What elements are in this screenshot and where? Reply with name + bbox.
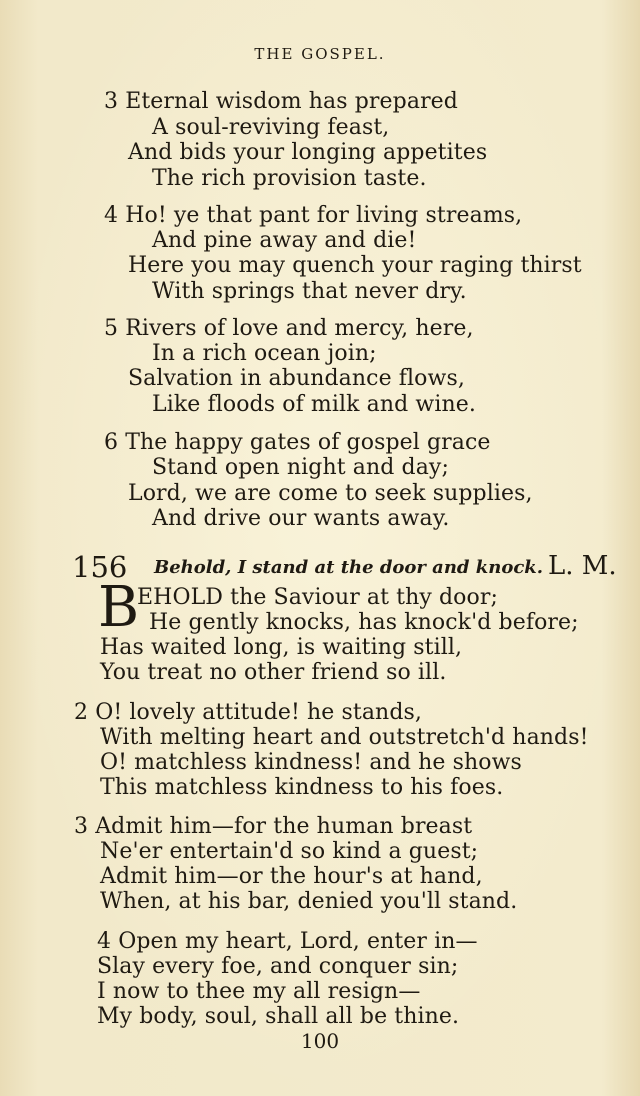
hymn-stanza-2-line-1: 2 O! lovely attitude! he stands,: [74, 700, 422, 725]
hymn-stanza-4-line-3: I now to thee my all resign—: [97, 979, 421, 1004]
hymn-stanza-3-line-4: When, at his bar, denied you'll stand.: [100, 889, 518, 914]
stanza-6-line-2: Stand open night and day;: [152, 455, 449, 480]
stanza-5-line-2: In a rich ocean join;: [152, 341, 377, 366]
hymn-stanza-3-line-2: Ne'er entertain'd so kind a guest;: [100, 839, 479, 864]
hymn-stanza-1-line-4: You treat no other friend so ill.: [100, 660, 447, 685]
hymn-stanza-2-line-4: This matchless kindness to his foes.: [100, 775, 504, 800]
stanza-6-line-4: And drive our wants away.: [152, 506, 450, 531]
hymn-number: 156: [72, 550, 128, 584]
hymn-stanza-4-line-2: Slay every foe, and conquer sin;: [97, 954, 459, 979]
running-head: THE GOSPEL.: [254, 45, 386, 63]
stanza-4-line-4: With springs that never dry.: [152, 279, 467, 304]
stanza-4-line-1: 4 Ho! ye that pant for living streams,: [104, 203, 523, 228]
hymn-stanza-1-line-3: Has waited long, is waiting still,: [100, 635, 463, 660]
hymn-stanza-3-line-3: Admit him—or the hour's at hand,: [100, 864, 483, 889]
hymn-stanza-4-line-1: 4 Open my heart, Lord, enter in—: [97, 929, 478, 954]
stanza-4-line-3: Here you may quench your raging thirst: [128, 253, 582, 278]
stanza-3-line-2: A soul-reviving feast,: [152, 115, 390, 140]
stanza-4-line-2: And pine away and die!: [152, 228, 417, 253]
hymn-stanza-1-line-2: He gently knocks, has knock'd before;: [149, 610, 579, 635]
stanza-6-line-1: 6 The happy gates of gospel grace: [104, 430, 491, 455]
hymn-stanza-1-line-1: EHOLD the Saviour at thy door;: [137, 585, 499, 610]
stanza-5-line-3: Salvation in abundance flows,: [128, 366, 465, 391]
hymn-first-line: Behold, I stand at the door and knock.: [154, 557, 544, 578]
stanza-3-line-1: 3 Eternal wisdom has prepared: [104, 89, 458, 114]
drop-cap: B: [98, 575, 140, 640]
hymn-stanza-4-line-4: My body, soul, shall all be thine.: [97, 1004, 460, 1029]
hymn-stanza-3-line-1: 3 Admit him—for the human breast: [74, 814, 473, 839]
stanza-3-line-3: And bids your longing appetites: [128, 140, 488, 165]
stanza-5-line-1: 5 Rivers of love and mercy, here,: [104, 316, 474, 341]
stanza-5-line-4: Like floods of milk and wine.: [152, 392, 476, 417]
stanza-3-line-4: The rich provision taste.: [152, 166, 427, 191]
hymn-stanza-2-line-3: O! matchless kindness! and he shows: [100, 750, 522, 775]
hymn-meter: L. M.: [548, 551, 617, 581]
page-number: 100: [300, 1029, 340, 1053]
hymn-stanza-2-line-2: With melting heart and outstretch'd hands!: [100, 725, 589, 750]
stanza-6-line-3: Lord, we are come to seek supplies,: [128, 481, 533, 506]
